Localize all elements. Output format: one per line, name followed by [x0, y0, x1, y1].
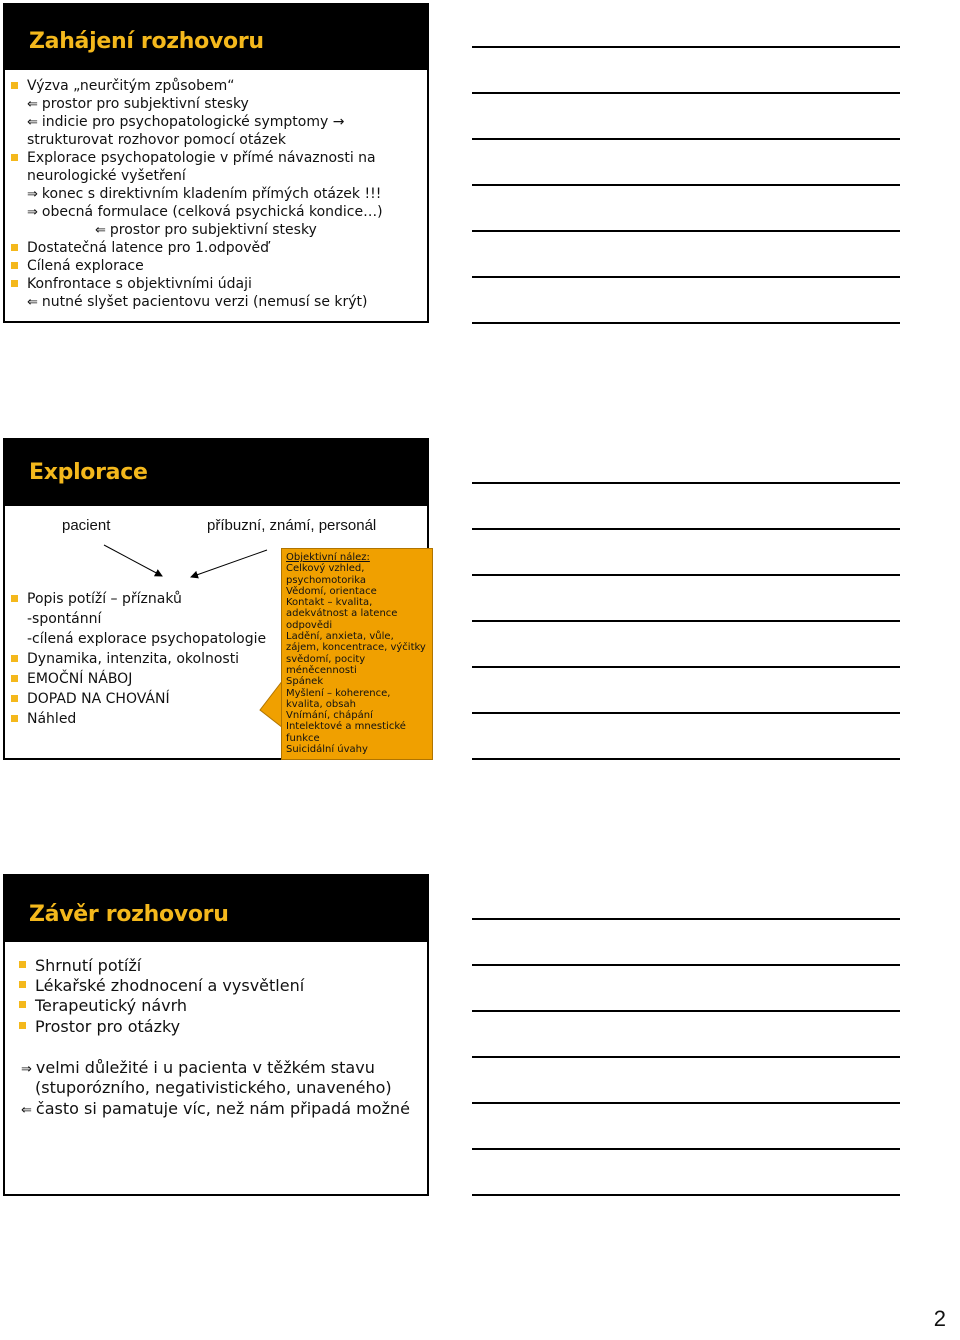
callout-pointer [260, 680, 283, 728]
callout-item: Myšlení – koherence, kvalita, obsah [286, 687, 391, 710]
right-double-arrow-icon: ⇒ [21, 1062, 32, 1077]
slide-zaver-rozhovoru [3, 874, 429, 1196]
right-double-arrow-icon: ⇒ [27, 205, 38, 220]
note-line [472, 1056, 900, 1058]
list-item: -spontánní [27, 611, 102, 627]
callout-item: Intelektové a mnestické funkce [286, 721, 406, 744]
slide-header [5, 5, 427, 70]
note-line [472, 276, 900, 278]
list-item: neurologické vyšetření [27, 168, 186, 184]
note-line [472, 482, 900, 484]
slide-explorace [3, 438, 429, 760]
list-item: Náhled [27, 711, 77, 727]
callout-item: Spánek [286, 676, 324, 688]
callout-item: Vnímání, chápání [286, 710, 373, 722]
list-item: ⇐ často si pamatuje víc, než nám připadá možné [21, 1099, 410, 1118]
callout-heading: Objektivní nález: [286, 552, 370, 563]
note-line [472, 1194, 900, 1196]
list-item: Lékařské zhodnocení a vysvětlení [35, 976, 305, 995]
list-item: ⇒ velmi důležité i u pacienta v těžkém stavu [21, 1058, 375, 1077]
callout-item: Kontakt – kvalita, adekvátnost a latence odpovědi [286, 597, 398, 631]
list-item: Popis potíží – příznaků [27, 591, 182, 607]
source-relatives: příbuzní, známí, personál [207, 517, 377, 534]
arrow-patient [104, 545, 162, 576]
slide-title: Závěr rozhovoru [29, 902, 229, 927]
note-line [472, 666, 900, 668]
objective-findings-callout [281, 548, 433, 760]
list-item: Prostor pro otázky [35, 1017, 181, 1036]
note-line [472, 1102, 900, 1104]
slide-title: Zahájení rozhovoru [29, 29, 264, 54]
list-item: ⇐ indicie pro psychopatologické symptomy → [27, 114, 345, 130]
list-item: Cílená explorace [27, 258, 144, 274]
note-line [472, 138, 900, 140]
note-line [472, 46, 900, 48]
note-line [472, 574, 900, 576]
list-item: ⇐ prostor pro subjektivní stesky [95, 222, 317, 238]
arrow-relatives [191, 550, 267, 577]
slide-zahajeni-rozhovoru [3, 3, 429, 323]
note-line [472, 1148, 900, 1150]
left-arrow-icon: ⇐ [27, 115, 38, 130]
list-item: ⇐ nutné slyšet pacientovu verzi (nemusí se krýt) [27, 294, 368, 310]
list-item: Konfrontace s objektivními údaji [27, 276, 252, 292]
callout-item: Celkový vzhled, psychomotorika [286, 563, 366, 586]
left-arrow-icon: ⇐ [21, 1103, 32, 1118]
note-line [472, 620, 900, 622]
note-line [472, 92, 900, 94]
callout-item: Suicidální úvahy [286, 744, 368, 756]
list-item: Dynamika, intenzita, okolnosti [27, 651, 240, 667]
slide-header [5, 876, 427, 942]
note-line [472, 1010, 900, 1012]
callout-item: Vědomí, orientace [286, 585, 377, 597]
slide-title: Explorace [29, 460, 148, 485]
list-item: Výzva „neurčitým způsobem“ [27, 78, 235, 94]
left-arrow-icon: ⇐ [95, 223, 106, 238]
note-line [472, 184, 900, 186]
callout-item: Ladění, anxieta, vůle, zájem, koncentrace, výčitky svědomí, pocity méněcennosti [286, 631, 426, 676]
list-item: Shrnutí potíží [35, 956, 142, 975]
note-line [472, 758, 900, 760]
list-item: Dostatečná latence pro 1.odpověď [27, 240, 270, 256]
source-patient: pacient [62, 517, 111, 534]
list-item: ⇒ konec s direktivním kladením přímých otázek !!! [27, 186, 382, 202]
note-line [472, 528, 900, 530]
page-number: 2 [933, 1306, 946, 1331]
list-item: Explorace psychopatologie v přímé návaznosti na [27, 150, 376, 166]
left-arrow-icon: ⇐ [27, 295, 38, 310]
list-item: strukturovat rozhovor pomocí otázek [27, 132, 286, 148]
list-item: -cílená explorace psychopatologie [27, 631, 267, 647]
left-arrow-icon: ⇐ [27, 97, 38, 112]
list-item: DOPAD NA CHOVÁNÍ [27, 691, 170, 707]
right-double-arrow-icon: ⇒ [27, 187, 38, 202]
note-line [472, 918, 900, 920]
list-item: ⇐ prostor pro subjektivní stesky [27, 96, 249, 112]
list-item: EMOČNÍ NÁBOJ [27, 671, 133, 687]
list-item: (stuporózního, negativistického, unaveného) [35, 1078, 392, 1097]
note-line [472, 712, 900, 714]
list-item: ⇒ obecná formulace (celková psychická kondice…) [27, 204, 383, 220]
note-line [472, 964, 900, 966]
note-line [472, 230, 900, 232]
list-item: Terapeutický návrh [35, 996, 188, 1015]
note-line [472, 322, 900, 324]
